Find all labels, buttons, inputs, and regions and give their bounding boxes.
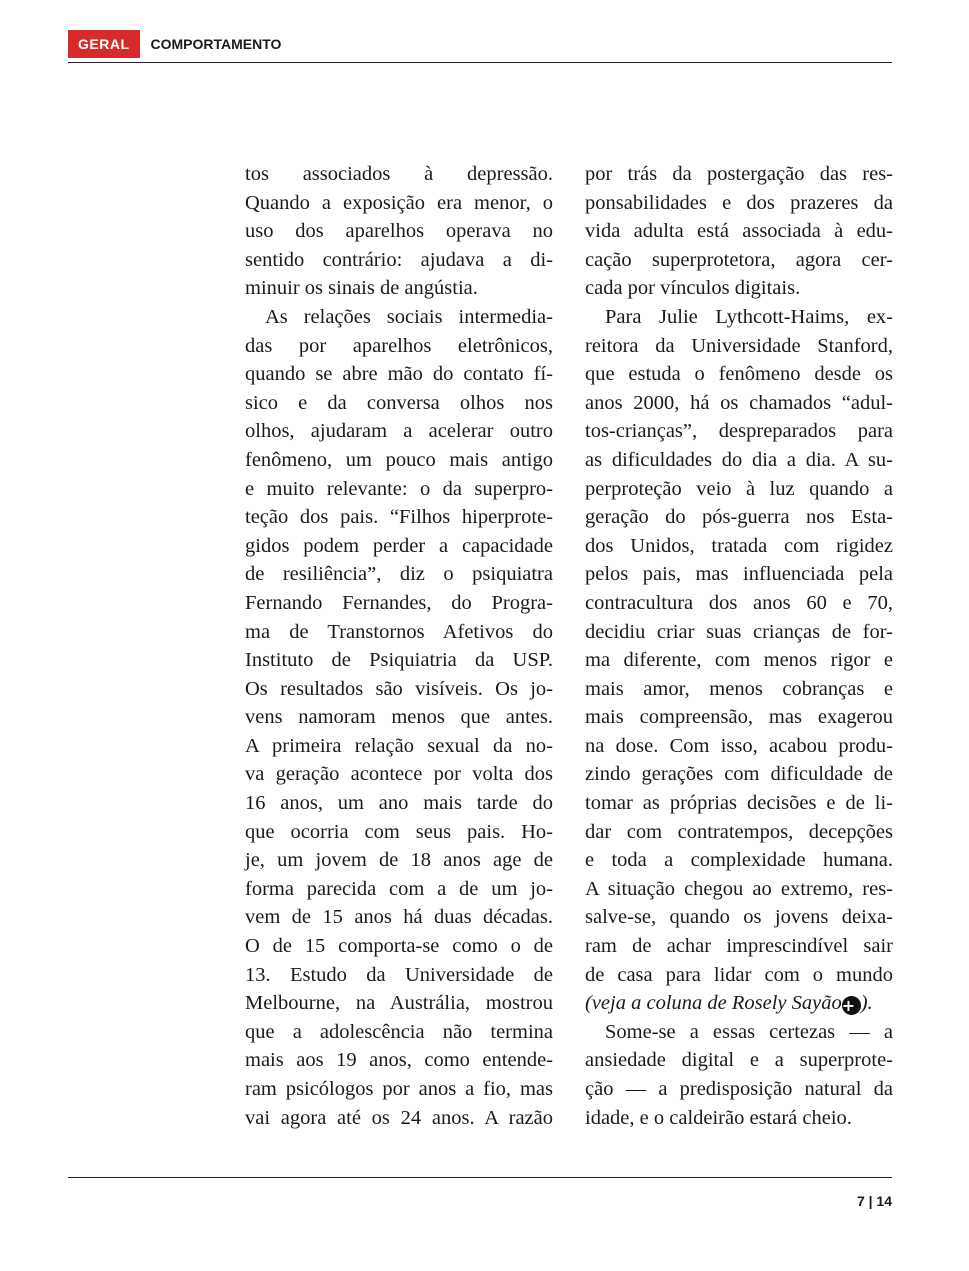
text-line: Instituto de Psiquiatria da USP. <box>245 649 553 672</box>
text-line: olhos, ajudaram a acelerar outro <box>245 420 553 443</box>
text-line: gidos podem perder a capacidade <box>245 534 553 557</box>
text-line: Quando a exposição era menor, o <box>245 191 553 214</box>
text-line: anos 2000, há os chamados “adul- <box>585 391 893 414</box>
text-line: ponsabilidades e dos prazeres da <box>585 191 893 214</box>
text-line: e toda a complexidade humana. <box>585 849 893 872</box>
text-line: Melbourne, na Austrália, mostrou <box>245 992 553 1015</box>
text-line: As relações sociais intermedia- <box>265 305 553 328</box>
text-line: de resiliência”, diz o psiquiatra <box>245 563 553 586</box>
text-line: forma parecida com a de um jo- <box>245 877 553 900</box>
section-tag[interactable]: GERAL <box>68 30 140 58</box>
text-line: dos Unidos, tratada com rigidez <box>585 534 893 557</box>
text-line: tos associados à depressão. <box>245 163 553 185</box>
text-line: tos-crianças”, despreparados para <box>585 420 893 443</box>
text-line: na dose. Com isso, acabou produ- <box>585 734 893 757</box>
text-line: ma diferente, com menos rigor e <box>585 649 893 672</box>
reference-close: ). <box>860 992 873 1015</box>
text-line: O de 15 comporta-se como o de <box>245 935 553 958</box>
text-line: e muito relevante: o da superpro- <box>245 477 553 500</box>
text-line: je, um jovem de 18 anos age de <box>245 849 553 872</box>
text-line: vem de 15 anos há duas décadas. <box>245 906 553 929</box>
text-line: perproteção veio à luz quando a <box>585 477 893 500</box>
text-line: salve-se, quando os jovens deixa- <box>585 906 893 929</box>
text-line: que a adolescência não termina <box>245 1020 553 1043</box>
text-line: pelos pais, mas influenciada pela <box>585 563 893 586</box>
page-header <box>68 30 892 58</box>
reference-link[interactable]: veja a coluna de Rosely Sayão <box>591 992 842 1015</box>
text-line: Fernando Fernandes, do Progra- <box>245 591 553 614</box>
text-line: ção — a predisposição natural da <box>585 1078 893 1100</box>
text-line: ram de achar imprescindível sair <box>585 935 893 958</box>
text-line: vida adulta está associada à edu- <box>585 220 893 243</box>
text-line: reitora da Universidade Stanford, <box>585 334 893 357</box>
text-line: quando se abre mão do contato fí- <box>245 363 553 386</box>
text-line: cação superprotetora, agora cer- <box>585 248 893 271</box>
text-line: A primeira relação sexual da no- <box>245 734 553 757</box>
text-line: Some-se a essas certezas — a <box>605 1020 893 1043</box>
text-line: va geração acontece por volta dos <box>245 763 553 786</box>
text-line: 13. Estudo da Universidade de <box>245 963 553 986</box>
text-line: decidiu criar suas crianças de for- <box>585 620 893 643</box>
article-column-right <box>585 160 893 1132</box>
text-line: teção dos pais. “Filhos hiperprote- <box>245 506 553 529</box>
text-line: sico e da conversa olhos nos <box>245 391 553 414</box>
reference-open: ( <box>585 992 592 1015</box>
text-line: das por aparelhos eletrônicos, <box>245 334 553 357</box>
text-line: ram psicólogos por anos a fio, mas <box>245 1078 553 1100</box>
text-line: zindo gerações com dificuldade de <box>585 763 893 786</box>
text-line: uso dos aparelhos operava no <box>245 220 553 243</box>
text-line: A situação chegou ao extremo, res- <box>585 877 893 900</box>
text-line: vens namoram menos que antes. <box>245 706 553 729</box>
text-line: ma de Transtornos Afetivos do <box>245 620 553 643</box>
plus-circle-icon[interactable]: + <box>842 996 861 1015</box>
text-line: as dificuldades do dia a dia. A su- <box>585 448 893 471</box>
text-line: mais aos 19 anos, como entende- <box>245 1049 553 1072</box>
text-line: de casa para lidar com o mundo <box>585 963 893 986</box>
text-line: ansiedade digital e a superprote- <box>585 1049 893 1072</box>
text-line: tomar as próprias decisões e de li- <box>585 792 893 815</box>
text-line: sentido contrário: ajudava a di- <box>245 248 553 271</box>
text-line: Os resultados são visíveis. Os jo- <box>245 677 553 700</box>
text-line: fenômeno, um pouco mais antigo <box>245 448 553 471</box>
article-column-left <box>245 160 553 1132</box>
text-line: cada por vínculos digitais. <box>585 277 801 300</box>
text-line: 16 anos, um ano mais tarde do <box>245 792 553 815</box>
text-line: vai agora até os 24 anos. A razão <box>245 1106 553 1129</box>
text-line: que estuda o fenômeno desde os <box>585 363 893 386</box>
reference-line <box>585 989 893 1018</box>
text-line: geração do pós-guerra nos Esta- <box>585 506 893 529</box>
text-line: idade, e o caldeirão estará cheio. <box>585 1106 852 1129</box>
text-line: mais compreensão, mas exagerou <box>585 706 893 729</box>
text-line: por trás da postergação das res- <box>585 163 893 185</box>
text-line: minuir os sinais de angústia. <box>245 277 478 300</box>
text-line: mais amor, menos cobranças e <box>585 677 893 700</box>
text-line: dar com contratempos, decepções <box>585 820 893 843</box>
footer-rule <box>68 1177 892 1178</box>
text-line: Para Julie Lythcott-Haims, ex- <box>605 305 893 328</box>
page-number: 7 | 14 <box>856 1193 892 1209</box>
text-line: que ocorria com seus pais. Ho- <box>245 820 553 843</box>
text-line: contracultura dos anos 60 e 70, <box>585 591 893 614</box>
section-name: COMPORTAMENTO <box>150 36 282 52</box>
header-rule <box>68 62 892 63</box>
